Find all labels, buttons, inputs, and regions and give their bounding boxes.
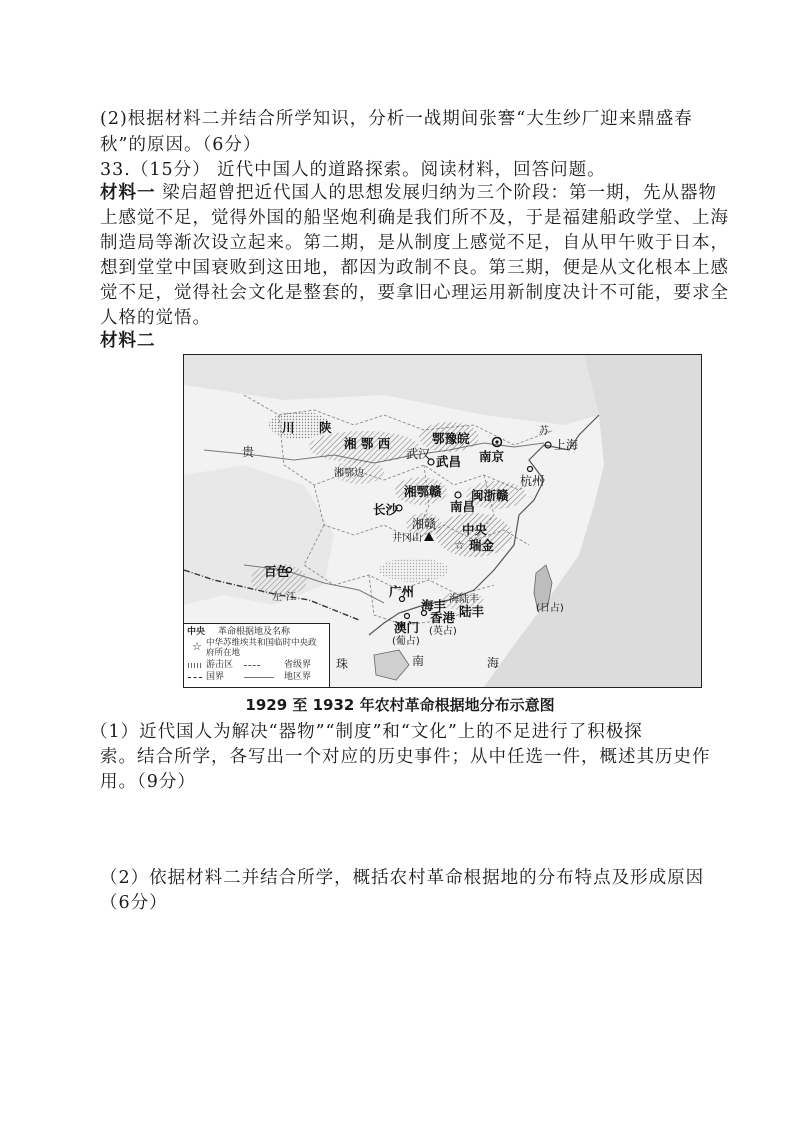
map-caption: 1929 至 1932 年农村革命根据地分布示意图 (245, 696, 555, 714)
label-aomen: 澳门 (394, 620, 420, 635)
label-nanchang: 南昌 (450, 499, 476, 514)
q32-2-line1: (2)根据材料二并结合所学知识，分析一战期间张謇“大生纱厂迎来鼎盛春 (100, 109, 693, 129)
label-e-yu-wan: 鄂豫皖 (432, 431, 470, 446)
legend-province: 省级界 (284, 660, 312, 670)
material-one-line6: 人格的觉悟。 (100, 308, 211, 328)
label-hangzhou: 杭州 (520, 474, 545, 488)
label-changsha: 长沙 (373, 502, 399, 517)
ruijin-star: ☆ (454, 538, 465, 552)
legend-national-swatch (188, 677, 202, 678)
q33-2-line2: （6分） (100, 893, 168, 913)
legend-guerrilla: 游击区 (206, 660, 234, 670)
label-lufeng: 陆丰 (459, 604, 485, 619)
material-one-line2: 上感觉不足，觉得外国的船坚炮利确是我们所不及，于是福建船政学堂、上海 (100, 208, 729, 228)
label-gui: 贵 (242, 445, 255, 459)
legend-regional-swatch (244, 677, 274, 678)
aomen-marker (405, 614, 410, 619)
label-jinggangshan: 井冈山 (392, 533, 422, 544)
label-min-zhe-gan: 闽浙赣 (471, 488, 509, 503)
label-chuan: 川 (282, 420, 295, 435)
q33-1-line2: 索。结合所学，各写出一个对应的历史事件；从中任选一件，概述其历史作 (100, 747, 711, 767)
label-rizhan: (日占) (536, 603, 564, 614)
q32-2-line2: 秋”的原因。（6分） (100, 135, 262, 155)
legend-capital-star: ☆ (192, 640, 202, 653)
label-hai-lu-feng: 海陆丰 (449, 594, 479, 605)
label-zhongyang: 中央 (462, 522, 488, 537)
label-ruijin: 瑞金 (469, 538, 495, 553)
label-guangzhou: 广州 (389, 584, 415, 599)
map-legend (184, 623, 330, 688)
material-one-line5: 觉不足，觉得社会文化是整套的，要拿旧心理运用新制度决计不可能，要求全 (100, 283, 729, 303)
legend-province-swatch (244, 665, 260, 666)
revolution-base-map (183, 354, 702, 688)
legend-national: 国界 (206, 672, 225, 682)
label-wuhan: 武汉 (406, 447, 431, 461)
material-one-para (100, 181, 717, 205)
label-puzhan: (葡占) (392, 636, 420, 647)
legend-guerrilla-swatch (188, 663, 202, 668)
label-zuo: 左 (272, 592, 282, 603)
material-one-line3: 制造局等渐次设立起来。第二期，是从制度上感觉不足，自从甲午败于日本， (100, 233, 729, 253)
legend-regional: 地区界 (284, 672, 312, 682)
material-one-line1: 梁启超曾把近代国人的思想发展归纳为三个阶段：第一期，先从器物 (155, 183, 718, 203)
guerrilla-area-south (379, 558, 449, 582)
label-baise: 百色 (264, 564, 290, 579)
label-jiang: 江 (286, 592, 296, 603)
label-su: 苏 (539, 426, 549, 437)
label-shanghai: 上海 (554, 438, 579, 452)
label-xiang-e-bian: 湘鄂边 (334, 468, 364, 479)
q33-header: 33.（15分） 近代中国人的道路探索。阅读材料，回答问题。 (100, 160, 606, 180)
label-xiang-e-xi: 湘 鄂 西 (344, 436, 391, 451)
label-nanjing: 南京 (479, 449, 505, 464)
hainan-island (374, 650, 409, 680)
label-haifeng: 海丰 (421, 598, 447, 613)
land-north (184, 355, 599, 425)
legend-base-key: 中央 (187, 627, 206, 637)
legend-capital: 中华苏维埃共和国临时中央政府所在地 (206, 638, 317, 658)
material-two-label: 材料二 (100, 331, 156, 351)
q33-2-line1: （2）依据材料二并结合所学，概括农村革命根据地的分布特点及形成原因 (100, 868, 705, 888)
hangzhou-marker (528, 467, 533, 472)
label-xiang-e-gan: 湘鄂赣 (404, 484, 442, 499)
legend-base: 革命根据地及名称 (218, 627, 291, 637)
q33-1-line1: （1）近代国人为解决“器物”“制度”和“文化”上的不足进行了积极探 (90, 722, 643, 742)
nanchang-marker (455, 492, 461, 498)
label-shan: 陕 (319, 420, 332, 435)
label-hai: 海 (487, 656, 500, 670)
label-nan: 南 (412, 654, 425, 668)
label-yingzhan: (英占) (429, 626, 457, 637)
material-one-line4: 想到堂堂中国衰败到这田地，都因为政制不良。第三期，便是从文化根本上感 (100, 258, 729, 278)
q33-1-line3: 用。（9分） (100, 772, 196, 792)
label-xianggang: 香港 (430, 610, 456, 625)
label-xiang-gan: 湘赣 (412, 517, 437, 531)
label-wuchang: 武昌 (436, 454, 462, 469)
material-one-label: 材料一 (100, 183, 156, 203)
label-zhu: 珠 (336, 657, 349, 671)
nanjing-marker-dot (495, 440, 498, 443)
